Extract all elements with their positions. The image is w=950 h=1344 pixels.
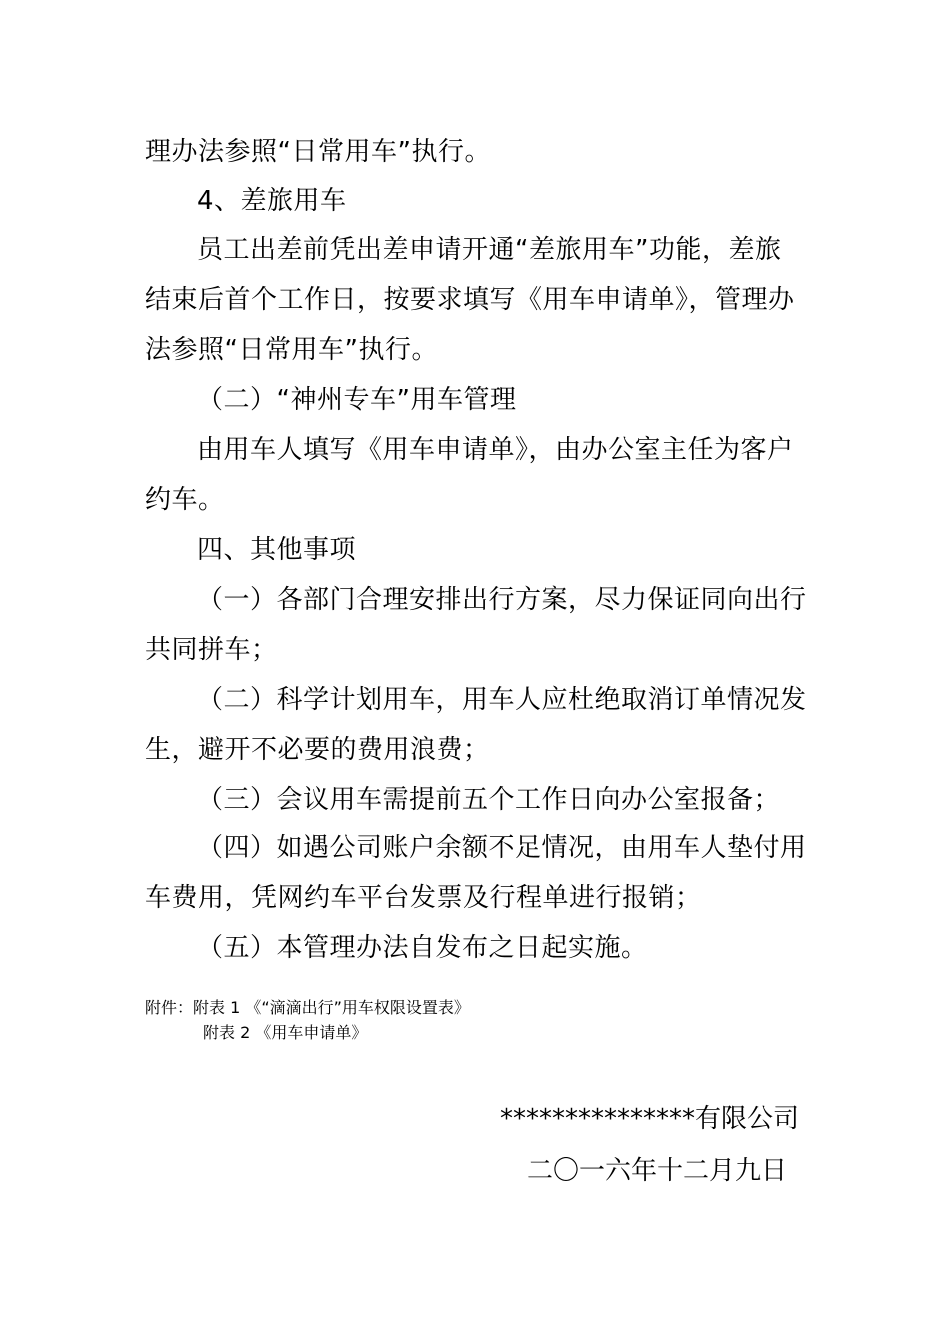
body-line: （五）本管理办法自发布之日起实施。: [197, 933, 648, 963]
body-line: 由用车人填写《用车申请单》，由办公室主任为客户: [197, 435, 794, 465]
body-line: （二）科学计划用车，用车人应杜绝取消订单情况发: [197, 685, 807, 715]
body-line: 生，避开不必要的费用浪费；: [145, 735, 490, 765]
body-line: 结束后首个工作日，按要求填写《用车申请单》，管理办: [145, 285, 795, 315]
body-line: 共同拼车；: [145, 635, 278, 665]
body-line: 员工出差前凭出差申请开通“差旅用车”功能，差旅: [197, 235, 782, 265]
body-line: （三）会议用车需提前五个工作日向办公室报备；: [197, 785, 781, 815]
attachment-line-2: 附表 2 《用车申请单》: [203, 1023, 368, 1042]
attachment-line-1: 附件：附表 1 《“滴滴出行”用车权限设置表》: [145, 998, 470, 1017]
section-heading: 四、其他事项: [197, 535, 357, 565]
section-heading: 4、差旅用车: [197, 186, 347, 216]
body-line: 法参照“日常用车”执行。: [145, 335, 438, 365]
body-line: （四）如遇公司账户余额不足情况，由用车人垫付用: [197, 833, 807, 863]
company-name: ***************有限公司: [500, 1104, 800, 1134]
body-line: 约车。: [145, 485, 225, 515]
signature-date: 二〇一六年十二月九日: [527, 1156, 788, 1186]
body-line: 车费用，凭网约车平台发票及行程单进行报销；: [145, 883, 702, 913]
section-heading: （二）“神州专车”用车管理: [197, 385, 517, 415]
body-line: 理办法参照“日常用车”执行。: [145, 137, 491, 167]
body-line: （一）各部门合理安排出行方案，尽力保证同向出行: [197, 585, 807, 615]
